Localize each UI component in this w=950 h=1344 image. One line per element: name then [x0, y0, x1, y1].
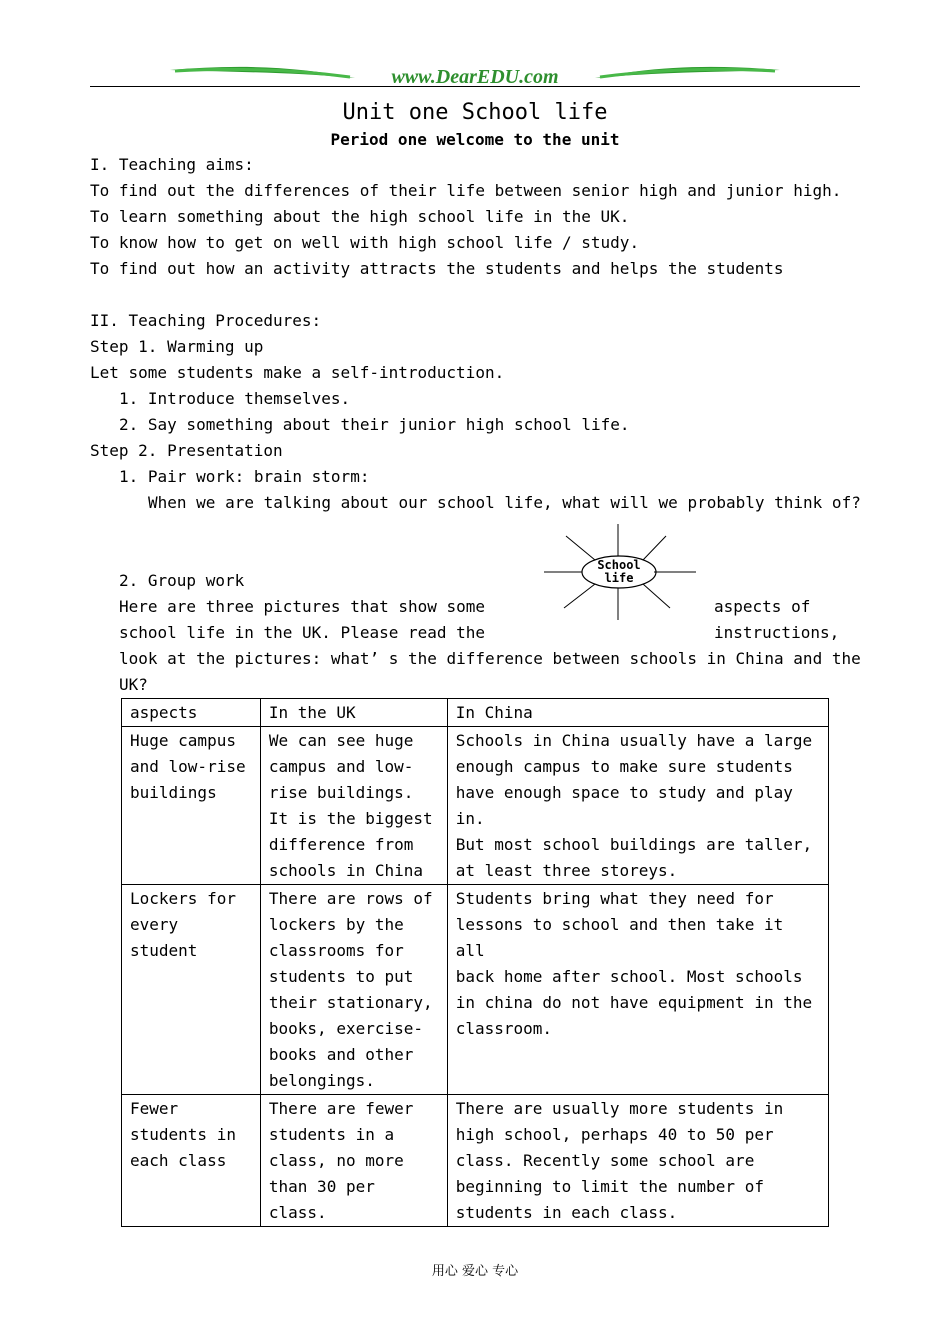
table-cell: Schools in China usually have a large enough campus to make sure students have enough space to study and play in. But most school buildings are taller, at least three storeys.	[447, 727, 828, 885]
step2-item1: 1. Pair work: brain storm:	[119, 467, 370, 486]
table-header-cell: aspects	[122, 699, 261, 727]
step2-item2-text: school life in the UK. Please read the	[119, 623, 486, 642]
table-header-row	[122, 699, 829, 727]
aim-item: To find out the differences of their life between senior high and junior high.	[90, 181, 842, 200]
diagram-ray	[643, 536, 666, 560]
table-cell: Fewer students in each class	[122, 1095, 261, 1227]
table-cell: Students bring what they need for lessons to school and then take it all back home after school. Most schools in china do not have equipment in the classroom.	[447, 885, 828, 1095]
diagram-center-label: life	[604, 571, 634, 585]
diagram-center-label: School	[597, 558, 641, 572]
brainstorm-diagram	[540, 522, 700, 622]
step2-item2-text: look at the pictures: what’ s the difference between schools in China and the	[119, 649, 861, 668]
page-footer: 用心 爱心 专心	[431, 1264, 519, 1279]
site-logo-banner	[170, 62, 780, 88]
aim-item: To know how to get on well with high school life / study.	[90, 233, 640, 252]
header-rule	[90, 86, 860, 87]
aim-item: To learn something about the high school life in the UK.	[90, 207, 630, 226]
procedures-heading: II. Teaching Procedures:	[90, 311, 322, 330]
aim-item: To find out how an activity attracts the students and helps the students	[90, 259, 784, 278]
step2-item2: 2. Group work	[119, 571, 245, 590]
table-row	[122, 885, 829, 1095]
table-row	[122, 727, 829, 885]
table-cell: There are fewer students in a class, no more than 30 per class.	[260, 1095, 447, 1227]
site-logo-text: www.DearEDU.com	[391, 66, 559, 88]
table-header-cell: In the UK	[260, 699, 447, 727]
aims-heading: I. Teaching aims:	[90, 155, 254, 174]
diagram-ray	[643, 584, 670, 608]
table-cell: There are rows of lockers by the classrooms for students to put their stationary, books, exercise- books and other belongings.	[260, 885, 447, 1095]
step1-item: 1. Introduce themselves.	[119, 389, 351, 408]
step2-item2-text: instructions,	[714, 623, 840, 642]
step1-item: 2. Say something about their junior high school life.	[119, 415, 630, 434]
table-cell: Huge campus and low-rise buildings	[122, 727, 261, 885]
table-cell: There are usually more students in high school, perhaps 40 to 50 per class. Recently some school are beginning to limit the number of students in each class.	[447, 1095, 828, 1227]
step2-item1-text: When we are talking about our school life, what will we probably think of?	[148, 493, 861, 512]
step2-item2-text: Here are three pictures that show some	[119, 597, 486, 616]
diagram-ray	[564, 584, 595, 608]
table-cell: Lockers for every student	[122, 885, 261, 1095]
aspects-table	[121, 698, 829, 1227]
table-row	[122, 1095, 829, 1227]
page-title: Unit one School life	[342, 100, 608, 125]
page-subtitle: Period one welcome to the unit	[330, 130, 620, 149]
step2-item2-text: UK?	[119, 675, 148, 694]
table-header-cell: In China	[447, 699, 828, 727]
step2-item2-text: aspects of	[714, 597, 811, 616]
step1-title: Step 1. Warming up	[90, 337, 264, 356]
diagram-ray	[566, 536, 595, 560]
step1-intro: Let some students make a self-introduction.	[90, 363, 505, 382]
table-cell: We can see huge campus and low- rise buildings. It is the biggest difference from schools in China	[260, 727, 447, 885]
step2-title: Step 2. Presentation	[90, 441, 283, 460]
